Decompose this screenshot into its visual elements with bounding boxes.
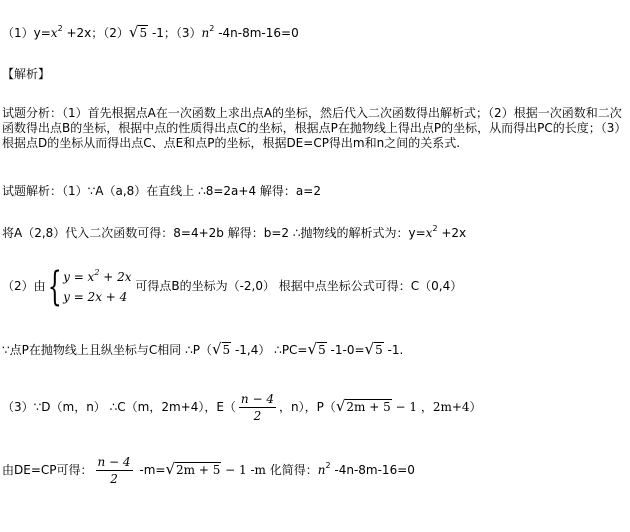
solution-part4-text: ∵点P在抛物线上且纵坐标与C相同 ∴P（ (2, 343, 212, 357)
fraction-denominator: 2 (253, 409, 262, 423)
analysis-paragraph: 试题分析：（1）首先根据点A在一次函数上求出点A的坐标，然后代入二次函数得出解析式；（2）根据一次函数和二次函数得出点B的坐标，根据中点的性质得出点C的坐标，根据点P在抛物线上得出点P的坐标，从而得出PC的长度；（3）根据点D的坐标从而得出点C、点E和点P的坐标，根据DE=CP得出m和n之间的关系式. (2, 106, 627, 150)
sqrt-five-value: 5 (318, 343, 326, 357)
exponent: 2 (94, 267, 100, 277)
solution-part2-tail: +2x (437, 226, 467, 240)
solution-part2 (2, 225, 466, 241)
sqrt-five: √5 (128, 23, 148, 41)
equation-1-text: y = x (63, 269, 95, 284)
answer-line (2, 24, 299, 41)
equation-1 (63, 267, 131, 287)
var-n: n (201, 26, 210, 40)
solution-part5-b: ，n），P（ (278, 400, 336, 414)
var-x: x (50, 26, 58, 40)
fraction-denominator: 2 (110, 472, 118, 486)
sqrt-expression-value: 2m + 5 (346, 400, 391, 414)
solution-part3-text: （2）由 (2, 279, 46, 293)
solution-part1: 试题解析：（1）∵A（a,8）在直线上 ∴8=2a+4 解得：a=2 (2, 184, 321, 198)
sqrt-five-value: 5 (222, 343, 231, 357)
solution-part4 (2, 341, 403, 358)
solution-part2-text: 将A（2,8）代入二次函数可得：8=4+2b 解得：b=2 ∴抛物线的解析式为：y= (2, 226, 426, 240)
solution-part6-c: − 1 -m 化简得： (221, 463, 318, 477)
solution-part4-b: -1,4） ∴PC= (231, 343, 308, 357)
solution-part3 (2, 264, 462, 308)
solution-part5-c: − 1 ，2m+4） (391, 400, 482, 414)
equation-system (63, 267, 131, 307)
solution-part6 (2, 449, 415, 490)
var-x: x (425, 226, 433, 240)
exponent: 2 (209, 24, 215, 33)
solution-part6-text: 由DE=CP可得： (2, 463, 93, 477)
left-brace: { (47, 263, 62, 310)
sqrt-five: √5 (211, 340, 231, 358)
exponent: 2 (432, 224, 438, 233)
sqrt-five-value: 5 (139, 26, 148, 40)
sqrt-five: √5 (364, 340, 383, 358)
equation-2: y = 2x + 4 (63, 289, 128, 304)
fraction (96, 454, 133, 487)
sqrt-expression: √2m + 5 (335, 397, 391, 415)
exponent: 2 (57, 24, 63, 33)
answer-part1: （1）y= (2, 26, 51, 40)
solution-part3-result: 可得点B的坐标为（-2,0） 根据中点坐标公式可得：C（0,4） (131, 279, 463, 293)
sqrt-five-value: 5 (375, 343, 383, 357)
solution-part5 (2, 386, 482, 427)
answer-part4: -4n-8m-16=0 (214, 26, 299, 40)
fraction (239, 391, 276, 424)
fraction-numerator: n − 4 (240, 392, 274, 406)
answer-part3: -1；（3） (148, 26, 202, 40)
exponent: 2 (325, 461, 331, 470)
answer-part2: +2x；（2） (62, 26, 129, 40)
solution-part4-c: -1-0= (326, 343, 365, 357)
solution-part4-d: -1. (383, 343, 404, 357)
sqrt-five: √5 (307, 340, 326, 358)
equation-1-tail: + 2x (99, 269, 132, 284)
fraction-numerator: n − 4 (97, 455, 131, 469)
solution-part5-text: （3）∵D（m，n） ∴C（m，2m+4），E（ (2, 400, 236, 414)
solution-part6-b: -m= (135, 463, 166, 477)
solution-part6-d: -4n-8m-16=0 (330, 463, 415, 477)
sqrt-expression-value: 2m + 5 (176, 463, 221, 477)
sqrt-expression: √2m + 5 (165, 460, 221, 478)
analysis-heading: 【解析】 (2, 67, 51, 81)
var-n: n (317, 463, 326, 477)
